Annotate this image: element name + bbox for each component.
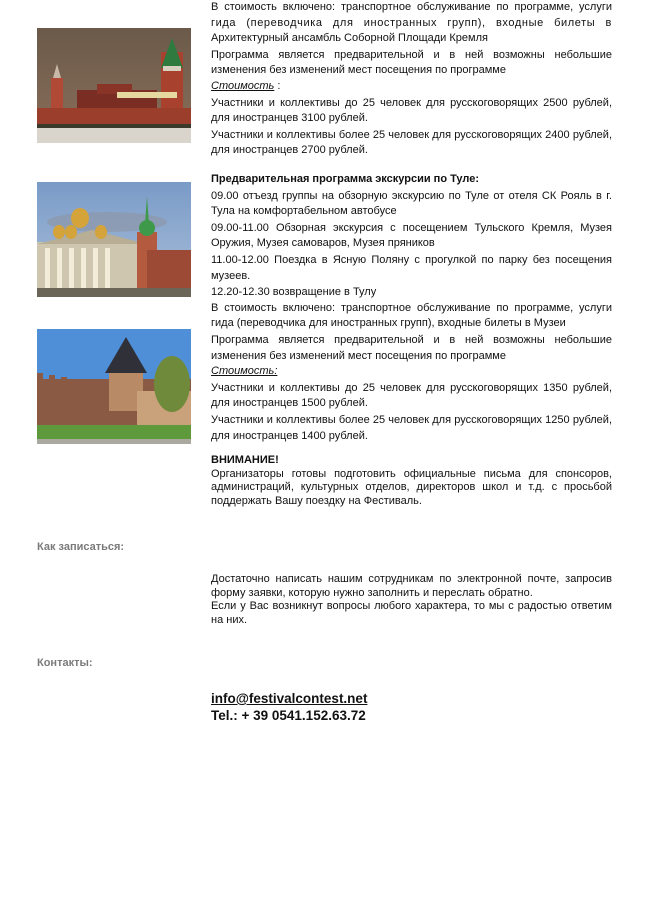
moscow-cost-heading [211,79,612,95]
tula-program-title: Предварительная программа экскурсии по Туле: [211,173,480,185]
tula-schedule-item-3: 11.00-12.00 Поездка в Ясную Поляну с прогулкой по парку без посещения музеев. [211,253,612,282]
tula-excursion-section [211,172,612,444]
moscow-excursion-section [211,0,612,159]
signup-text-2: Если у Вас возникнут вопросы любого характера, то мы с радостью ответим на них. [211,600,612,626]
phone-number: Tel.: + 39 0541.152.63.72 [211,708,366,723]
moscow-kremlin-photo [37,28,191,143]
moscow-included-line-1: В стоимость включено: транспортное обслуживание по программе, услуги [211,1,612,13]
attention-title: ВНИМАНИЕ! [211,454,279,466]
tula-cost-label: Стоимость: [211,365,278,378]
tula-kremlin-tower-image [37,329,191,444]
moscow-preliminary-note: Программа является предварительной и в ней возможны небольшие изменения без изменений мест посещения по программе [211,48,612,77]
signup-label: Как записаться: [37,541,125,553]
moscow-price-large-groups: Участники и коллективы более 25 человек для русскоговорящих 2400 рублей, для иностранцев 2700 рублей. [211,128,612,157]
moscow-cost-label: Стоимость [211,79,275,92]
tula-price-small-groups: Участники и коллективы до 25 человек для русскоговорящих 1350 рублей, для иностранцев 1500 рублей. [211,381,612,410]
tula-price-large-groups: Участники и коллективы более 25 человек для русскоговорящих 1250 рублей, для иностранцев 1400 рублей. [211,413,612,442]
tula-cathedral-image [37,182,191,297]
signup-section [211,573,612,627]
email-link[interactable]: info@festivalcontest.net [211,691,368,706]
signup-text-1: Достаточно написать нашим сотрудникам по электронной почте, запросив форму заявки, которую нужно заполнить и переслать обратно. [211,573,612,599]
moscow-included-line-2: гида (переводчика для иностранных групп), входные билеты в [211,16,612,29]
contacts-label: Контакты: [37,657,93,669]
tula-kremlin-tower-photo [37,329,191,444]
contacts-section [211,690,367,724]
tula-schedule-item-4: 12.20-12.30 возвращение в Тулу [211,286,377,299]
tula-schedule-item-2: 09.00-11.00 Обзорная экскурсия с посещением Тульского Кремля, Музея Оружия, Музея самоваров, Музея пряников [211,221,612,250]
tula-included: В стоимость включено: транспортное обслуживание по программе, услуги гида (переводчика для иностранных групп), входные билеты в Музеи [211,301,612,330]
attention-section [211,454,612,508]
tula-cathedral-photo [37,182,191,297]
tula-schedule-item-1: 09.00 отъезд группы на обзорную экскурсию по Туле от отеля СК Рояль в г. Тула на комфортабельном автобусе [211,189,612,218]
attention-text: Организаторы готовы подготовить официальные письма для спонсоров, администраций, культурных отделов, директоров школ и т.д. с просьбой поддержать Вашу поездку на Фестиваль. [211,467,612,507]
tula-preliminary-note: Программа является предварительной и в ней возможны небольшие изменения без изменений мест посещения по программе [211,333,612,362]
moscow-price-small-groups: Участники и коллективы до 25 человек для русскоговорящих 2500 рублей, для иностранцев 3100 рублей. [211,96,612,125]
moscow-included-line-3: Архитектурный ансамбль Соборной Площади Кремля [211,32,488,45]
moscow-kremlin-image [37,28,191,143]
moscow-cost-suffix: : [274,79,281,92]
